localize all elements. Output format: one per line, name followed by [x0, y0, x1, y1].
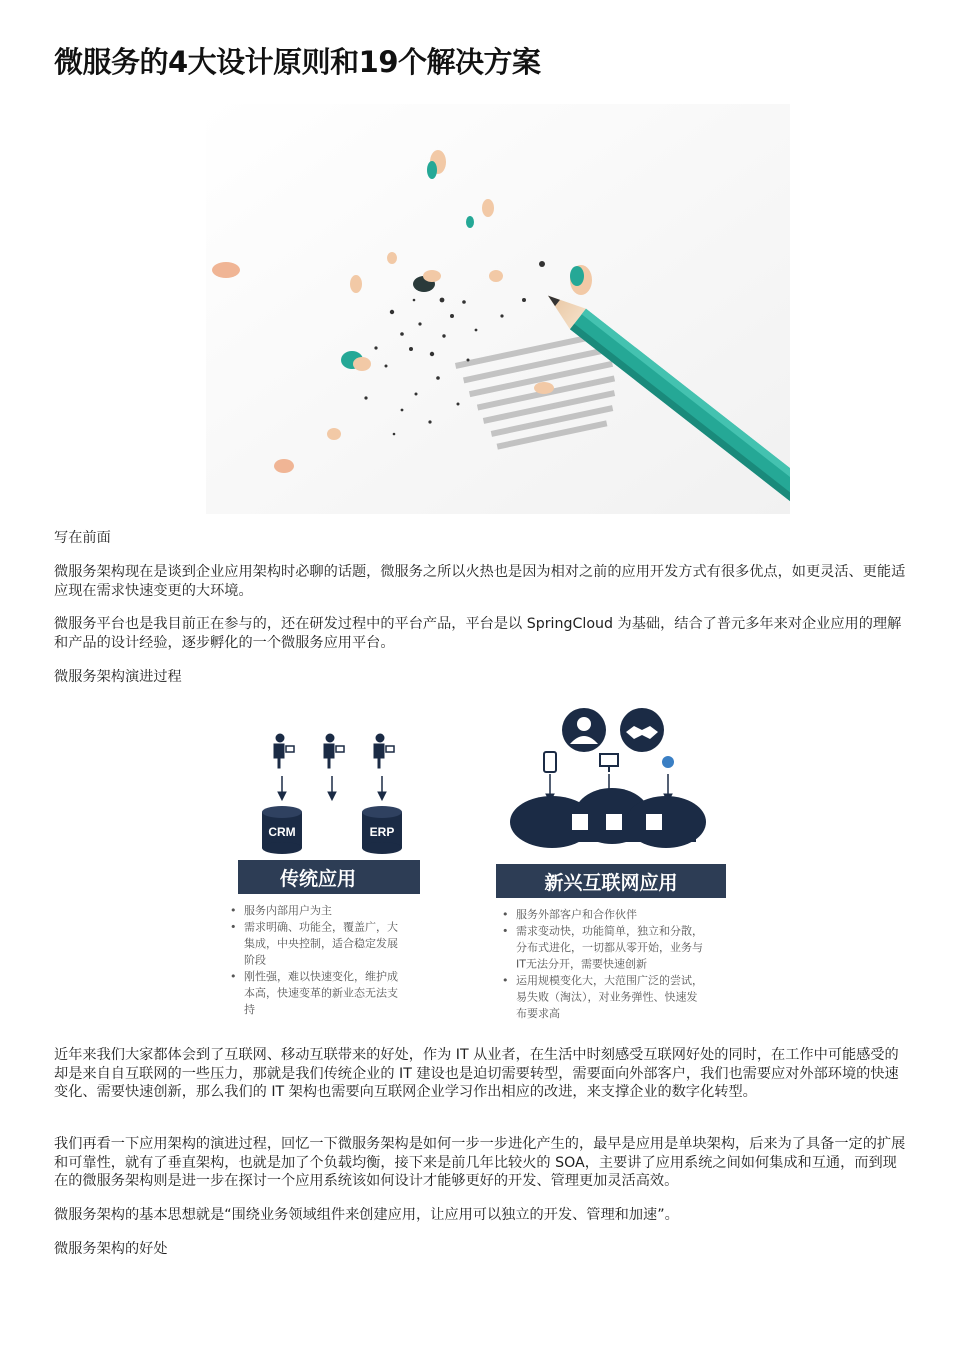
bullet-marker: • [230, 970, 237, 983]
cloud-gear-icon [662, 756, 674, 768]
architecture-comparison-figure [206, 704, 790, 1030]
section-heading-benefits: 微服务架构的好处 [54, 1241, 168, 1257]
bullet-line: 阶段 [244, 953, 266, 967]
bullet-marker: • [230, 920, 237, 934]
user-circle-icon [562, 708, 606, 752]
service-cube-icon [572, 814, 662, 830]
section-heading-evolution: 微服务架构演进过程 [54, 669, 182, 685]
paragraph-platform: 微服务平台也是我目前正在参与的，还在研发过程中的平台产品，平台是以 SpringCloud 为基础，结合了普元多年来对企业应用的理解和产品的设计经验，逐步孵化的一个微服务应用平台。 [54, 616, 902, 651]
bullet-line: 布要求高 [516, 1007, 560, 1020]
erp-label: ERP [369, 825, 395, 839]
erp-database-icon [362, 806, 402, 854]
bullet-line: 服务外部客户和合作伙伴 [516, 908, 637, 921]
bullet-line: 需求变动快，功能简单，独立和分散， [516, 924, 703, 938]
bullet-line: 服务内部用户为主 [244, 904, 332, 917]
bullet-line: IT无法分开，需要快速创新 [516, 957, 647, 971]
bullet-line: 分布式进化，一切都从零开始，业务与 [516, 941, 703, 954]
internet-app-heading: 新兴互联网应用 [544, 872, 678, 894]
pencil-shavings-image [206, 104, 790, 514]
bullet-marker: • [502, 974, 509, 987]
bullet-line: 易失败（淘汰），对业务弹性、快速发 [516, 990, 698, 1004]
paragraph-internet: 近年来我们大家都体会到了互联网、移动互联带来的好处，作为 IT 从业者，在生活中时刻感受互联网好处的同时，在工作中可能感受的却是来自自互联网的一些压力，那就是我们传统企业的 IT 建设也是迫切需要转型，需要面向外部客户，我们也需要应对外部环境的快速变化、需要快速创新，那么我们的 IT 架构也需要向互联网企业学习作出相应的改进，来支撑企业的数字化转型。 [54, 1047, 899, 1101]
traditional-app-heading: 传统应用 [279, 868, 357, 890]
bullet-line: 需求明确、功能全，覆盖广，大 [244, 920, 398, 934]
bullet-marker: • [502, 908, 509, 921]
bullet-line: 持 [244, 1003, 255, 1016]
paragraph-evolution: 我们再看一下应用架构的演进过程，回忆一下微服务架构是如何一步一步进化产生的，最早是应用是单块架构，后来为了具备一定的扩展和可靠性，就有了垂直架构，也就是加了个负载均衡，接下来是前几年比较火的 SOA，主要讲了应用系统之间如何集成和互通，而到现在的微服务架构则是进一步在探讨一个应用系统该如何设计才能够更好的开发、管理更加灵活高效。 [54, 1136, 906, 1190]
bullet-line: 集成，中央控制，适合稳定发展 [244, 937, 398, 950]
handshake-icon [620, 708, 664, 752]
crm-database-icon [262, 806, 302, 854]
bullet-marker: • [230, 904, 237, 917]
crm-label: CRM [268, 825, 296, 839]
page-title: 微服务的4大设计原则和19个解决方案 [54, 45, 541, 79]
bullet-marker: • [502, 924, 509, 938]
paragraph-intro: 微服务架构现在是谈到企业应用架构时必聊的话题，微服务之所以火热也是因为相对之前的应用开发方式有很多优点，如更灵活、更能适应现在需求快速变更的大环境。 [54, 564, 906, 599]
bullet-line: 刚性强，难以快速变化，维护成 [244, 970, 398, 983]
bullet-line: 运用规模变化大，大范围广泛的尝试， [516, 974, 703, 987]
paragraph-basic-idea: 微服务架构的基本思想就是“围绕业务领域组件来创建应用，让应用可以独立的开发、管理和加速”。 [54, 1207, 679, 1223]
section-heading-before: 写在前面 [54, 530, 111, 546]
bullet-line: 本高，快速变革的新业态无法支 [244, 986, 398, 1000]
